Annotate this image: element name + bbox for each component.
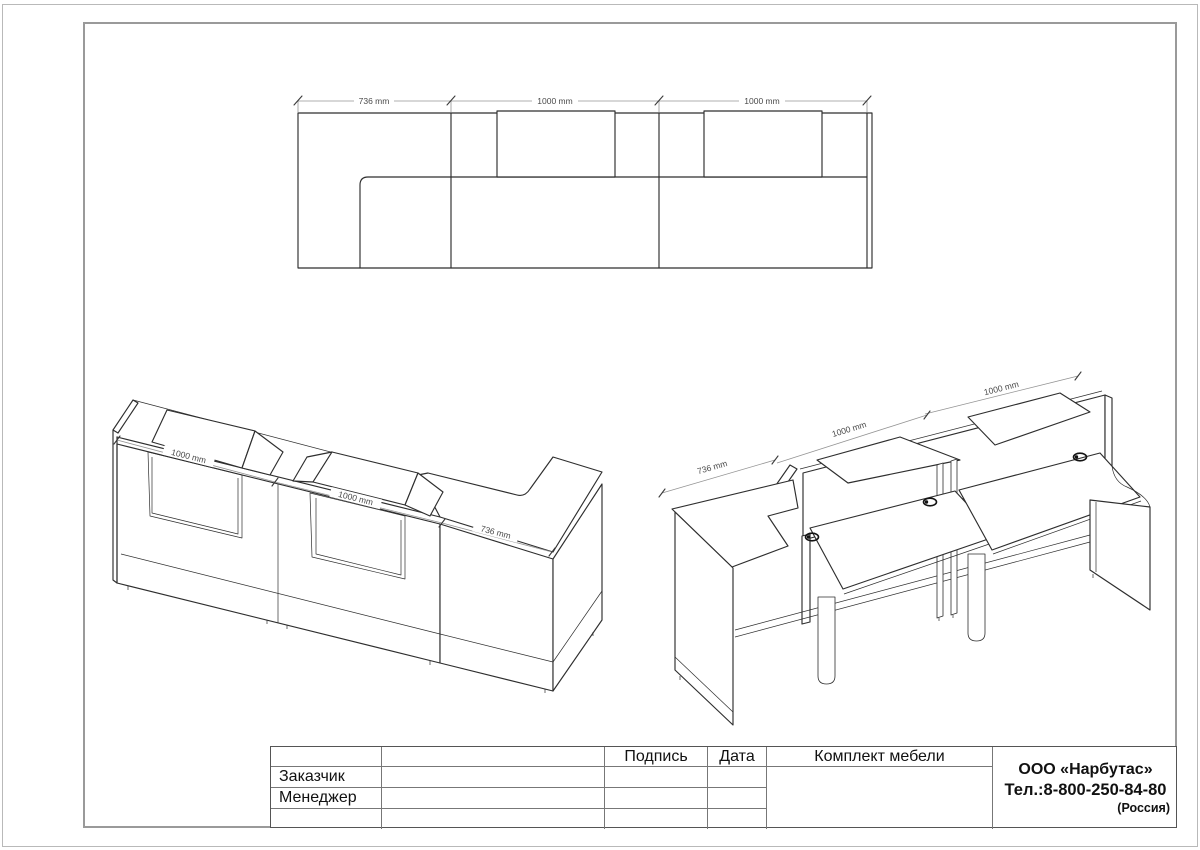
dimension-label: 1000 mm [982, 378, 1020, 398]
manager-label: Менеджер [271, 788, 382, 809]
customer-label: Заказчик [271, 767, 382, 788]
company-name: ООО «Нарбутас» [1018, 761, 1153, 779]
counter-back-outline [672, 391, 1150, 725]
dimension-label: 1000 mm [744, 96, 780, 106]
title-block-cell [382, 747, 605, 767]
project-body-cell [767, 767, 993, 829]
counter-front-outline [113, 400, 602, 693]
front-isometric-drawing [105, 375, 615, 710]
date-column-header: Дата [708, 747, 767, 767]
company-info [993, 747, 1178, 829]
top-view-drawing [290, 85, 880, 280]
plan-dimensions [294, 96, 871, 112]
title-block-cell [271, 747, 382, 767]
customer-value-cell [382, 767, 605, 788]
empty-cell [605, 809, 708, 829]
dimension-label: 736 mm [358, 96, 390, 106]
back-isometric-drawing [650, 370, 1180, 730]
empty-cell [708, 809, 767, 829]
customer-signature-cell [605, 767, 708, 788]
title-block [270, 746, 1177, 828]
dimension-label: 1000 mm [537, 96, 573, 106]
dimension-label: 736 mm [696, 458, 729, 477]
dimension-label: 1000 mm [170, 446, 208, 466]
dimension-label: 1000 mm [337, 488, 375, 508]
empty-cell [271, 809, 382, 829]
empty-cell [382, 809, 605, 829]
signature-column-header: Подпись [605, 747, 708, 767]
customer-date-cell [708, 767, 767, 788]
manager-value-cell [382, 788, 605, 809]
plan-counter-outline [298, 111, 872, 268]
dimension-label: 1000 mm [830, 419, 868, 440]
project-title: Комплект мебели [767, 747, 993, 767]
company-phone: Тел.:8-800-250-84-80 [1004, 781, 1167, 800]
manager-signature-cell [605, 788, 708, 809]
dimension-label: 736 mm [479, 523, 512, 541]
manager-date-cell [708, 788, 767, 809]
company-country: (Россия) [1117, 800, 1170, 815]
